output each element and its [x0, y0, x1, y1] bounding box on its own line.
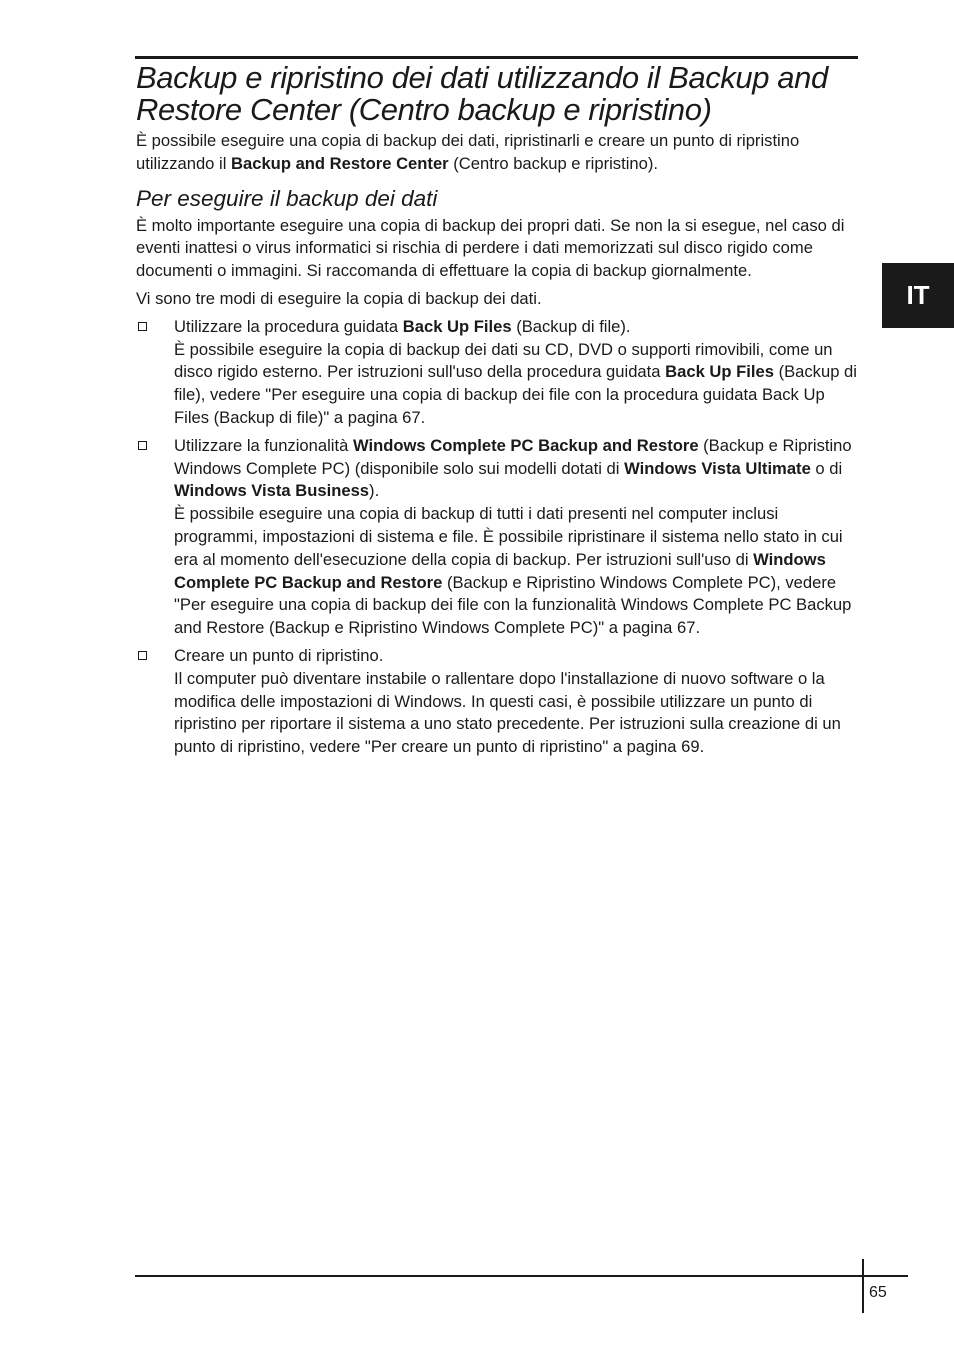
- list-item-bold: Windows Vista Business: [174, 481, 370, 501]
- list-item: [136, 435, 858, 640]
- language-tab-label: IT: [906, 280, 930, 310]
- backup-methods-list: [136, 316, 858, 759]
- list-item-text: (Backup di file), vedere "Per eseguire una copia di backup dei file con la procedura guidata Back Up Files (Backup di file)" a pagina 67.: [174, 362, 857, 427]
- list-item-text: È possibile eseguire una copia di backup di tutti i dati presenti nel computer inclusi programmi, impostazioni di sistema e file. È possibile ripristinare il sistema nello stato in cui era al momento dell'esecuzione della copia di backup. Per istruzioni sull'uso di: [174, 504, 843, 569]
- page-content: [136, 62, 858, 764]
- list-item-bold: Windows Complete PC Backup and Restore: [352, 435, 699, 455]
- section-subheading: Per eseguire il backup dei dati: [136, 185, 438, 211]
- list-item: [136, 645, 858, 759]
- list-item-lead: [174, 435, 858, 503]
- page-number: 65: [869, 1284, 887, 1301]
- page-title-line-1: Backup e ripristino dei dati utilizzando il Backup and: [136, 60, 828, 95]
- list-item-text: (Backup di file).: [511, 316, 631, 336]
- list-item-text: (Backup e Ripristino Windows Complete PC), vedere "Per eseguire una copia di backup dei file con la funzionalità Windows Complete PC Backup and Restore (Backup e Ripristino Windows Complete PC)" a pagina 67.: [174, 572, 852, 638]
- list-item-text: (Backup e Ripristino Windows Complete PC) (disponibile solo sui modelli dotati di: [174, 435, 852, 478]
- top-rule: [135, 56, 858, 59]
- language-tab: [882, 263, 954, 328]
- list-item-lead: [174, 316, 858, 339]
- checkbox-bullet-icon: [138, 322, 147, 331]
- list-item-text: Utilizzare la procedura guidata: [174, 316, 403, 336]
- page-title-line-2: Restore Center (Centro backup e ripristino): [136, 92, 712, 127]
- intro-paragraph: [136, 130, 858, 176]
- list-item-detail: [174, 339, 858, 430]
- list-item-detail: [174, 503, 858, 640]
- body-paragraph-1: È molto importante eseguire una copia di backup dei propri dati. Se non la si esegue, nel caso di eventi inattesi o virus informatici si rischia di perdere i dati memorizzati sul disco rigido come documenti o immagini. Si raccomanda di effettuare la copia di backup giornalmente.: [136, 215, 845, 281]
- intro-text-end: (Centro backup e ripristino).: [448, 153, 658, 173]
- list-item-text: È possibile eseguire la copia di backup dei dati su CD, DVD o supporti rimovibili, come un disco rigido esterno. Per istruzioni sull'uso della procedura guidata: [174, 339, 833, 382]
- list-item-bold: Back Up Files: [402, 316, 512, 336]
- list-item-text: ).: [369, 481, 380, 501]
- checkbox-bullet-icon: [138, 651, 147, 660]
- list-item-text: Utilizzare la funzionalità: [174, 435, 353, 455]
- list-item-text: o di: [810, 458, 843, 478]
- page-number-divider: [862, 1259, 864, 1313]
- list-item-bold: Back Up Files: [665, 362, 774, 382]
- page-title: [136, 62, 858, 126]
- checkbox-bullet-icon: [138, 441, 147, 450]
- list-item-detail: Il computer può diventare instabile o rallentare dopo l'installazione di nuovo software o la modifica delle impostazioni di Windows. In questi casi, è possibile utilizzare un punto di ripristino per riportare il sistema a uno stato precedente. Per istruzioni sulla creazione di un punto di ripristino, vedere "Per creare un punto di ripristino" a pagina 69.: [174, 668, 841, 757]
- bottom-rule: [135, 1275, 908, 1277]
- intro-text: È possibile eseguire una copia di backup dei dati, ripristinarli e creare un punto di ripristino utilizzando il: [136, 131, 800, 173]
- list-item-bold: Windows Vista Ultimate: [624, 458, 811, 478]
- list-item-bold: Windows Complete PC Backup and Restore: [174, 549, 826, 592]
- body-paragraph-2: Vi sono tre modi di eseguire la copia di backup dei dati.: [136, 288, 542, 308]
- intro-bold: Backup and Restore Center: [231, 153, 449, 173]
- list-item-lead: Creare un punto di ripristino.: [174, 645, 384, 665]
- list-item: [136, 316, 858, 430]
